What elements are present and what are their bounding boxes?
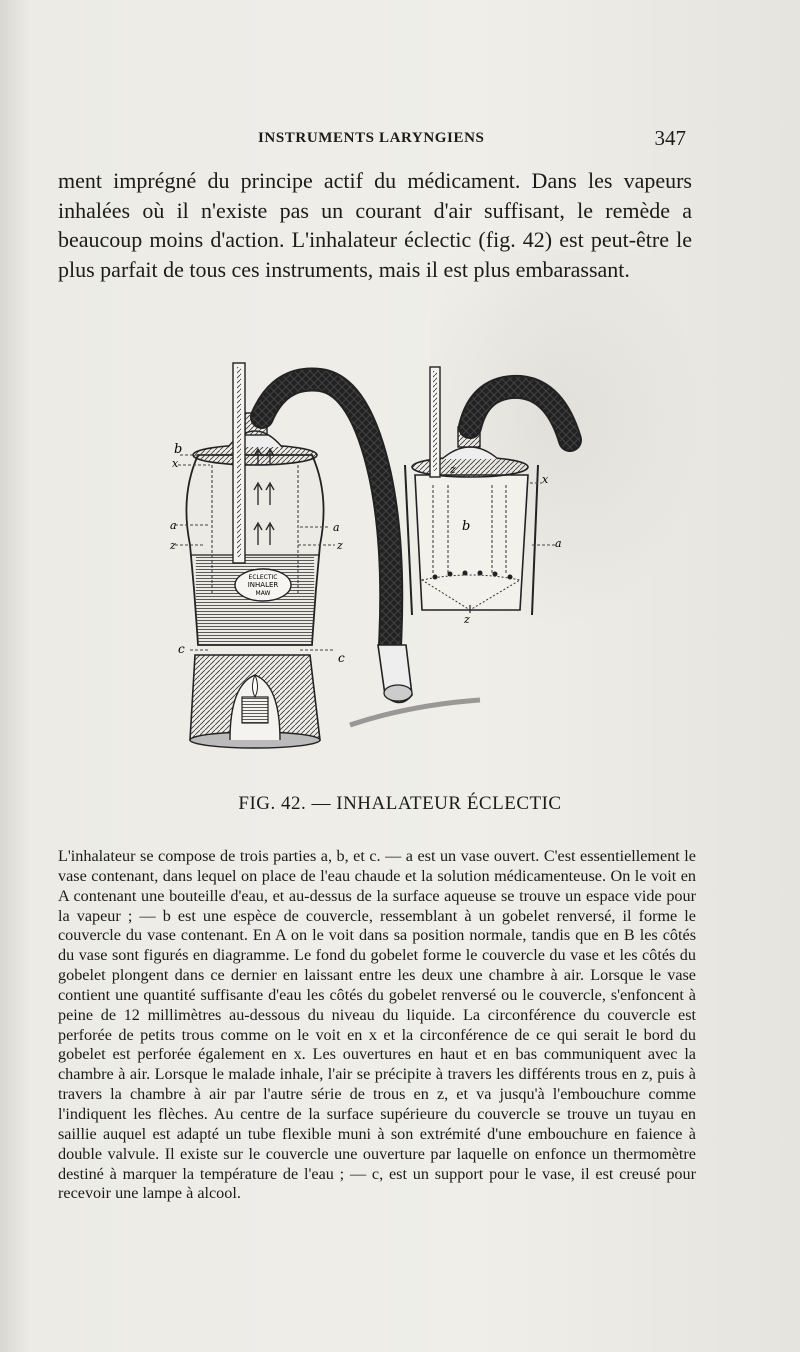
plate-text-1: ECLECTIC (248, 574, 278, 581)
figure-caption: FIG. 42. — INHALATEUR ÉCLECTIC (238, 793, 562, 814)
plate-text-2: INHALER (247, 581, 279, 589)
label-z-left: z (170, 539, 176, 552)
inhaler-illustration (150, 355, 590, 755)
label-x-right: x (542, 473, 549, 486)
lead-paragraph: ment imprégné du principe actif du médicament. Dans les vapeurs inhalées où il n'existe pas un courant d'air suffisant, le remède a beaucoup moins d'action. L'inhalateur éclectic (fig. 42) est peut-être le plus parfait de tous ces instruments, mais il est plus embarassant. (58, 168, 692, 282)
label-b-left: b (174, 442, 183, 457)
label-z-bottom: z (464, 613, 470, 626)
label-a-mid: a (333, 521, 340, 534)
page-number: 347 (654, 126, 686, 150)
body-paragraph: L'inhalateur se compose de trois parties a, b, et c. — a est un vase ouvert. C'est essentiellement le vase contenant, dans lequel on place de l'eau chaude et la solution médicamenteuse. On le voit en A contenant une bouteille d'eau, et au-dessus de la surface aqueuse se trouve un espace vide pour la vapeur ; — b est une espèce de couvercle, ressemblant à un gobelet renversé, il forme le couvercle du vase contenant. En A on le voit dans sa position normale, tandis que en B les côtés du vase sont figurés en diagramme. Le fond du gobelet forme le couvercle du vase et les côtés du gobelet plongent dans ce dernier en laissant entre les deux une chambre à air. Lorsque le vase contient une quantité suffisante d'eau les côtés du gobelet renversé ou le couvercle, s'enfoncent à peine de 12 millimètres au-dessous du niveau du liquide. La circonférence du couvercle est perforée de petits trous comme on le voit en x et la circonférence de ce qui serait le bord du gobelet est perforée également en x. Les ouvertures en haut et en bas communiquent avec la chambre à air. Lorsque le malade inhale, l'air se précipite à travers les différents trous en z, puis à travers la chambre à air par l'autre série de trous en z, et va jusqu'à l'embouchure comme l'indiquent les flèches. Au centre de la surface supérieure du couvercle se trouve un tuyau en saillie auquel est adapté un tube flexible muni à son extrémité d'une embouchure en faience à double valvule. Il existe sur le couvercle une ouverture par laquelle on enfonce un thermomètre destiné à marquer la température de l'eau ; — c, est un support pour le vase, il est creusé pour recevoir une lampe à alcool. (58, 847, 696, 1203)
label-b-right: b (462, 519, 471, 534)
label-a-far-right: a (555, 537, 562, 550)
label-c-left: c (178, 642, 185, 656)
label-z-right: z (450, 463, 456, 476)
plate-text-3: MAW (255, 590, 271, 597)
running-head (60, 126, 692, 156)
label-c-right: c (338, 651, 345, 665)
label-a-left: a (170, 519, 177, 532)
running-title: INSTRUMENTS LARYNGIENS (258, 130, 485, 146)
label-z-mid: z (337, 539, 343, 552)
label-x-left: x (172, 457, 179, 470)
